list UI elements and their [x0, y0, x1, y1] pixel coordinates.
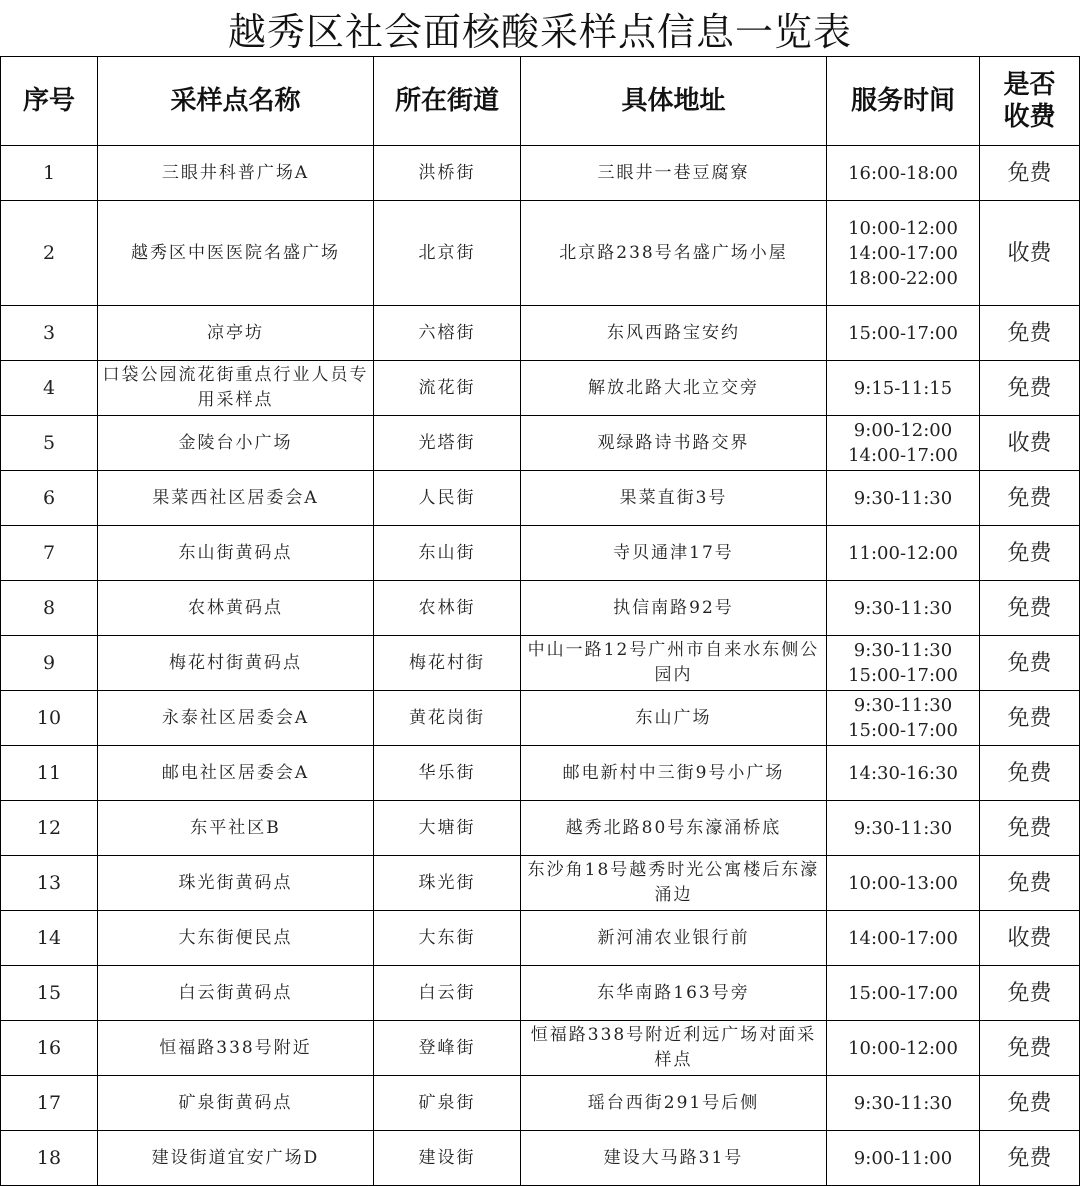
- page-title: 越秀区社会面核酸采样点信息一览表: [227, 9, 852, 54]
- row-hours-line: 15:00-17:00: [848, 720, 958, 741]
- row-site-name: 永泰社区居委会A: [98, 691, 374, 746]
- row-site-name: 三眼井科普广场A: [98, 146, 374, 201]
- row-site-name: 梅花村街黄码点: [98, 636, 374, 691]
- row-hours-line: 9:30-11:30: [853, 597, 953, 619]
- row-hours-line: 9:30-11:30: [853, 695, 953, 716]
- table-row: [1, 801, 1080, 856]
- row-site-name: 金陵台小广场: [98, 416, 374, 471]
- row-fee: 收费: [980, 416, 1080, 471]
- row-address: 观绿路诗书路交界: [521, 416, 827, 471]
- row-site-name: 白云街黄码点: [98, 966, 374, 1021]
- row-hours-line: 14:30-16:30: [848, 762, 958, 784]
- row-street: 黄花岗街: [374, 691, 521, 746]
- row-hours: [827, 146, 980, 201]
- row-street: 华乐街: [374, 746, 521, 801]
- row-hours: [827, 361, 980, 416]
- row-hours-line: 10:00-12:00: [848, 217, 958, 239]
- header-fee: [980, 57, 1080, 146]
- row-site-name: 珠光街黄码点: [98, 856, 374, 911]
- row-address: 东风西路宝安约: [521, 306, 827, 361]
- row-fee: 免费: [980, 581, 1080, 636]
- row-index: 7: [1, 526, 98, 581]
- row-hours-line: 14:00-17:00: [848, 445, 958, 466]
- row-index: 17: [1, 1076, 98, 1131]
- row-site-name: 口袋公园流花街重点行业人员专用采样点: [98, 361, 374, 416]
- header-fee-line1: 是否: [1003, 70, 1056, 100]
- row-fee: 免费: [980, 746, 1080, 801]
- row-index: 18: [1, 1131, 98, 1186]
- row-index: 3: [1, 306, 98, 361]
- table-row: [1, 306, 1080, 361]
- table-row: [1, 1021, 1080, 1076]
- header-street: 所在街道: [374, 57, 521, 146]
- row-street: 大塘街: [374, 801, 521, 856]
- row-hours-line: 15:00-17:00: [848, 982, 958, 1004]
- row-street: 矿泉街: [374, 1076, 521, 1131]
- row-index: 6: [1, 471, 98, 526]
- table-header-row: [1, 57, 1080, 146]
- row-fee: 免费: [980, 306, 1080, 361]
- table-row: [1, 856, 1080, 911]
- table-row: [1, 966, 1080, 1021]
- table-row: [1, 1131, 1080, 1186]
- row-site-name: 建设街道宜安广场D: [98, 1131, 374, 1186]
- row-hours-line: 11:00-12:00: [848, 542, 958, 564]
- row-hours-line: 15:00-17:00: [848, 665, 958, 686]
- row-address: 东华南路163号旁: [521, 966, 827, 1021]
- row-site-name: 越秀区中医医院名盛广场: [98, 201, 374, 306]
- row-fee: 免费: [980, 1076, 1080, 1131]
- row-fee: 收费: [980, 911, 1080, 966]
- row-hours: [827, 1131, 980, 1186]
- table-body: [1, 146, 1080, 1186]
- table-row: [1, 526, 1080, 581]
- row-hours: [827, 1021, 980, 1076]
- row-street: 洪桥街: [374, 146, 521, 201]
- row-hours: [827, 966, 980, 1021]
- row-address: 瑶台西街291号后侧: [521, 1076, 827, 1131]
- row-address: 三眼井一巷豆腐寮: [521, 146, 827, 201]
- row-hours-line: 10:00-12:00: [848, 1037, 958, 1059]
- row-hours: [827, 306, 980, 361]
- row-address: 果菜直街3号: [521, 471, 827, 526]
- header-address: 具体地址: [521, 57, 827, 146]
- row-street: 登峰街: [374, 1021, 521, 1076]
- row-index: 8: [1, 581, 98, 636]
- row-hours: [827, 416, 980, 471]
- row-street: 梅花村街: [374, 636, 521, 691]
- row-fee: 收费: [980, 201, 1080, 306]
- row-index: 15: [1, 966, 98, 1021]
- row-hours-line: 9:15-11:15: [853, 377, 953, 399]
- header-fee-line2: 收费: [1003, 102, 1056, 132]
- row-street: 流花街: [374, 361, 521, 416]
- row-index: 12: [1, 801, 98, 856]
- row-site-name: 农林黄码点: [98, 581, 374, 636]
- row-fee: 免费: [980, 146, 1080, 201]
- row-street: 光塔街: [374, 416, 521, 471]
- row-hours: [827, 581, 980, 636]
- row-street: 人民街: [374, 471, 521, 526]
- table-row: [1, 1076, 1080, 1131]
- row-index: 1: [1, 146, 98, 201]
- row-index: 2: [1, 201, 98, 306]
- row-hours-line: 9:00-11:00: [853, 1147, 953, 1169]
- row-site-name: 恒福路338号附近: [98, 1021, 374, 1076]
- row-address: 东山广场: [521, 691, 827, 746]
- table-row: [1, 636, 1080, 691]
- row-site-name: 东山街黄码点: [98, 526, 374, 581]
- row-index: 4: [1, 361, 98, 416]
- table-row: [1, 361, 1080, 416]
- row-hours: [827, 1076, 980, 1131]
- row-hours: [827, 636, 980, 691]
- row-hours-line: 9:30-11:30: [853, 640, 953, 661]
- row-address: 寺贝通津17号: [521, 526, 827, 581]
- row-site-name: 凉亭坊: [98, 306, 374, 361]
- row-site-name: 矿泉街黄码点: [98, 1076, 374, 1131]
- row-hours: [827, 746, 980, 801]
- row-address: 解放北路大北立交旁: [521, 361, 827, 416]
- row-address: 新河浦农业银行前: [521, 911, 827, 966]
- row-street: 大东街: [374, 911, 521, 966]
- row-index: 9: [1, 636, 98, 691]
- row-fee: 免费: [980, 471, 1080, 526]
- row-street: 北京街: [374, 201, 521, 306]
- row-fee: 免费: [980, 526, 1080, 581]
- header-hours: 服务时间: [827, 57, 980, 146]
- row-fee: 免费: [980, 801, 1080, 856]
- row-address: 东沙角18号越秀时光公寓楼后东濠涌边: [521, 856, 827, 911]
- row-hours-line: 14:00-17:00: [848, 242, 958, 264]
- row-hours: [827, 526, 980, 581]
- row-fee: 免费: [980, 691, 1080, 746]
- row-index: 16: [1, 1021, 98, 1076]
- row-address: 执信南路92号: [521, 581, 827, 636]
- table-row: [1, 691, 1080, 746]
- row-hours-line: 15:00-17:00: [848, 322, 958, 344]
- table-row: [1, 746, 1080, 801]
- row-address: 中山一路12号广州市自来水东侧公园内: [521, 636, 827, 691]
- row-address: 恒福路338号附近利远广场对面采样点: [521, 1021, 827, 1076]
- row-index: 13: [1, 856, 98, 911]
- row-hours-line: 9:00-12:00: [853, 420, 953, 441]
- row-fee: 免费: [980, 966, 1080, 1021]
- row-site-name: 大东街便民点: [98, 911, 374, 966]
- row-hours-line: 18:00-22:00: [848, 267, 958, 289]
- row-fee: 免费: [980, 856, 1080, 911]
- row-site-name: 果菜西社区居委会A: [98, 471, 374, 526]
- table-row: [1, 471, 1080, 526]
- row-street: 东山街: [374, 526, 521, 581]
- row-hours-line: 14:00-17:00: [848, 927, 958, 949]
- table-row: [1, 911, 1080, 966]
- row-index: 10: [1, 691, 98, 746]
- table-row: [1, 581, 1080, 636]
- row-street: 农林街: [374, 581, 521, 636]
- row-address: 邮电新村中三街9号小广场: [521, 746, 827, 801]
- row-hours-line: 9:30-11:30: [853, 487, 953, 509]
- row-hours: [827, 856, 980, 911]
- row-address: 建设大马路31号: [521, 1131, 827, 1186]
- row-fee: 免费: [980, 361, 1080, 416]
- row-street: 白云街: [374, 966, 521, 1021]
- sampling-sites-table: [0, 56, 1080, 1186]
- row-fee: 免费: [980, 1021, 1080, 1076]
- row-fee: 免费: [980, 636, 1080, 691]
- row-fee: 免费: [980, 1131, 1080, 1186]
- row-hours: [827, 911, 980, 966]
- row-hours-line: 9:30-11:30: [853, 1092, 953, 1114]
- header-name: 采样点名称: [98, 57, 374, 146]
- row-street: 六榕街: [374, 306, 521, 361]
- table-row: [1, 146, 1080, 201]
- table-row: [1, 416, 1080, 471]
- row-hours-line: 10:00-13:00: [848, 872, 958, 894]
- row-address: 北京路238号名盛广场小屋: [521, 201, 827, 306]
- row-index: 11: [1, 746, 98, 801]
- row-hours-line: 9:30-11:30: [853, 817, 953, 839]
- row-hours: [827, 691, 980, 746]
- row-street: 珠光街: [374, 856, 521, 911]
- row-site-name: 邮电社区居委会A: [98, 746, 374, 801]
- row-index: 5: [1, 416, 98, 471]
- row-hours-line: 16:00-18:00: [848, 162, 958, 184]
- row-hours: [827, 471, 980, 526]
- table-row: [1, 201, 1080, 306]
- row-address: 越秀北路80号东濠涌桥底: [521, 801, 827, 856]
- header-index: 序号: [1, 57, 98, 146]
- row-hours: [827, 801, 980, 856]
- row-site-name: 东平社区B: [98, 801, 374, 856]
- row-hours: [827, 201, 980, 306]
- row-street: 建设街: [374, 1131, 521, 1186]
- row-index: 14: [1, 911, 98, 966]
